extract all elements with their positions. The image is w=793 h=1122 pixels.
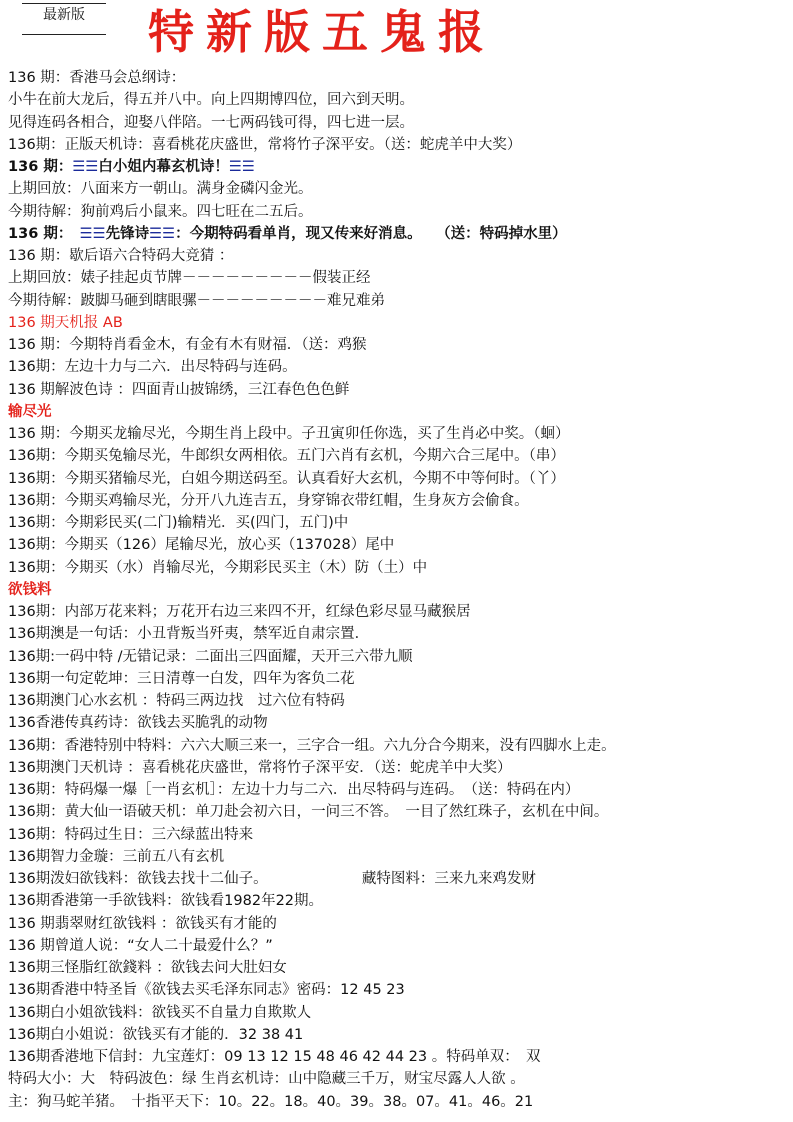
bulletin-line: 主：狗马蛇羊猪。 十指平天下：10。22。18。40。39。38。07。41。46。21 xyxy=(8,1093,534,1110)
bar-glyph-icon: ☰ xyxy=(149,225,163,242)
bulletin-line: 136 期：香港马会总纲诗： xyxy=(8,70,186,86)
bulletin-line: 136期白小姐欲钱料：欲钱买不自量力自欺欺人 xyxy=(8,1004,312,1021)
bulletin-body xyxy=(8,67,788,1113)
bar-glyph-icon: ☰ xyxy=(241,159,255,175)
bulletin-line: 136 期：今期买龙输尽光，今期生肖上段中。子丑寅卯任你选，买了生肖必中奖。（蛔） xyxy=(8,426,570,442)
bulletin-line: 136 期曾道人说：“女人二十最爱什么？” xyxy=(8,937,273,954)
bar-glyph-icon: ☰ xyxy=(85,159,99,175)
bulletin-line: 今期待解：狗前鸡后小鼠来。四七旺在二五后。 xyxy=(8,203,313,220)
bulletin-line: 136期一句定乾坤：三日清尊一白发，四年为客负二花 xyxy=(8,670,355,687)
bulletin-line: 136期：黄大仙一语破天机：单刀赴会初六日，一问三不答。 一目了然红珠子，玄机在中间。 xyxy=(8,804,609,821)
edition-badge: 最新版 xyxy=(43,7,85,23)
bulletin-line: 136 期：今期特肖看金木，有金有木有财福．（送：鸡猴 xyxy=(8,337,367,353)
badge-top-rule xyxy=(22,3,106,4)
bulletin-line: 136 期解波色诗 ：四面青山披锦绣，三江春色色色鲜 xyxy=(8,381,350,398)
bulletin-line: 136期澳是一句话：小丑背叛当歼夷，禁军近自肃宗置． xyxy=(8,626,370,643)
bulletin-line: 136 期： ☰☰先锋诗☰☰：今期特码看单肖，现又传来好消息。 （送：特码掉水里） xyxy=(8,225,567,242)
bulletin-line: 136期：特码爆一爆［一肖玄机］：左边十力与二六．出尽特码与连码。 （送：特码在内） xyxy=(8,782,580,798)
bulletin-line: 136期：内部万花来料；万花开右边三来四不开，红绿色彩尽显马藏猴居 xyxy=(8,604,471,620)
bulletin-line: 136期：特码过生日：三六绿蓝出特来 xyxy=(8,826,254,843)
bulletin-line: 见得连码各相合，迎娶八伴陪。一七两码钱可得，四七进一层。 xyxy=(8,114,414,131)
bulletin-line: 136期：今期买猪输尽光，白姐今期送码至。认真看好大玄机，今期不中等何时。（丫） xyxy=(8,470,565,487)
bulletin-line: 136期:一码中特 /无错记录：二面出三四面耀，天开三六带九顺 xyxy=(8,648,413,665)
page-title: 特新版五鬼报 xyxy=(148,5,496,59)
bulletin-line: 136期：今期买（126）尾输尽光，放心买（137028）尾中 xyxy=(8,537,395,554)
section-heading: 输尽光 xyxy=(8,403,52,420)
bulletin-line: 136香港传真药诗：欲钱去买脆乳的动物 xyxy=(8,715,268,732)
bulletin-line: 136期三怪脂红欲錢料 ：欲钱去问大肚妇女 xyxy=(8,960,287,976)
bulletin-line: 136期：今期买兔输尽光，牛郎织女两相依。五门六肖有玄机，今期六合三尾中。（串） xyxy=(8,448,565,465)
bulletin-line: 136 期翡翠财红欲钱料 ：欲钱买有才能的 xyxy=(8,915,277,932)
bar-glyph-icon: ☰ xyxy=(79,225,93,242)
bulletin-line: 136期白小姐说：欲钱买有才能的．32 38 41 xyxy=(8,1026,304,1043)
bulletin-line: 136期澳门天机诗 ：喜看桃花庆盛世，常将竹子深平安．（送：蛇虎羊中大奖） xyxy=(8,759,512,776)
bulletin-line: 136期：今期买（水）肖输尽光，今期彩民买主（木）防（土）中 xyxy=(8,559,428,576)
bulletin-line: 136期：左边十力与二六．出尽特码与连码。 xyxy=(8,359,297,376)
bar-glyph-icon: ☰ xyxy=(162,225,176,242)
page-header xyxy=(0,0,793,64)
bulletin-line: 136期香港地下信封：九宝莲灯：09 13 12 15 48 46 42 44 23 。特码单双： 双 xyxy=(8,1049,541,1065)
bulletin-line: 上期回放：八面来方一朝山。满身金磷闪金光。 xyxy=(8,181,313,198)
bulletin-line: 136 期：☰☰白小姐内幕玄机诗！☰☰ xyxy=(8,159,255,175)
bulletin-line: 136期澳门心水玄机 ：特码三两边找 过六位有特码 xyxy=(8,693,345,709)
bulletin-line: 136期泼妇欲钱料：欲钱去找十二仙子。 藏特图料：三来九来鸡发财 xyxy=(8,871,536,887)
bulletin-line: 136期智力金璇：三前五八有玄机 xyxy=(8,848,225,865)
section-heading: 欲钱料 xyxy=(8,581,52,598)
bulletin-line: 小牛在前大龙后，得五并八中。向上四期博四位，回六到天明。 xyxy=(8,92,414,109)
bulletin-line: 特码大小：大 特码波色：绿 生肖玄机诗：山中隐藏三千万，财宝尽露人人欲 。 xyxy=(8,1071,525,1088)
bulletin-line: 136期香港中特圣旨《欲钱去买毛泽东同志》密码：12 45 23 xyxy=(8,982,405,999)
bulletin-line: 136 期：歇后语六合特码大竞猜 ： xyxy=(8,248,234,264)
bulletin-line: 136 期天机报 AB xyxy=(8,314,123,331)
bulletin-line: 136期：正版天机诗：喜看桃花庆盛世，常将竹子深平安。（送：蛇虎羊中大奖） xyxy=(8,136,522,153)
bar-glyph-icon: ☰ xyxy=(228,159,242,175)
bulletin-line: 136期：今期买鸡输尽光，分开八九连吉五，身穿锦衣带红帽，生身灰方会偷食。 xyxy=(8,492,529,509)
bulletin-line: 136期：今期彩民买(二门)输精光．买(四门，五门)中 xyxy=(8,515,349,531)
bar-glyph-icon: ☰ xyxy=(72,159,86,175)
badge-bottom-rule xyxy=(22,34,106,35)
bulletin-line: 136期：香港特别中特料：六六大顺三来一，三字合一组。六九分合今期来，没有四脚水上走。 xyxy=(8,737,616,754)
bar-glyph-icon: ☰ xyxy=(92,225,106,242)
bulletin-line: 上期回放：婊子挂起贞节牌－－－－－－－－－假装正经 xyxy=(8,270,371,287)
bulletin-line: 136期香港第一手欲钱料：欲钱看1982年22期。 xyxy=(8,893,324,910)
bulletin-line: 今期待解：跛脚马砸到瞎眼骡－－－－－－－－－难兄难弟 xyxy=(8,292,385,309)
